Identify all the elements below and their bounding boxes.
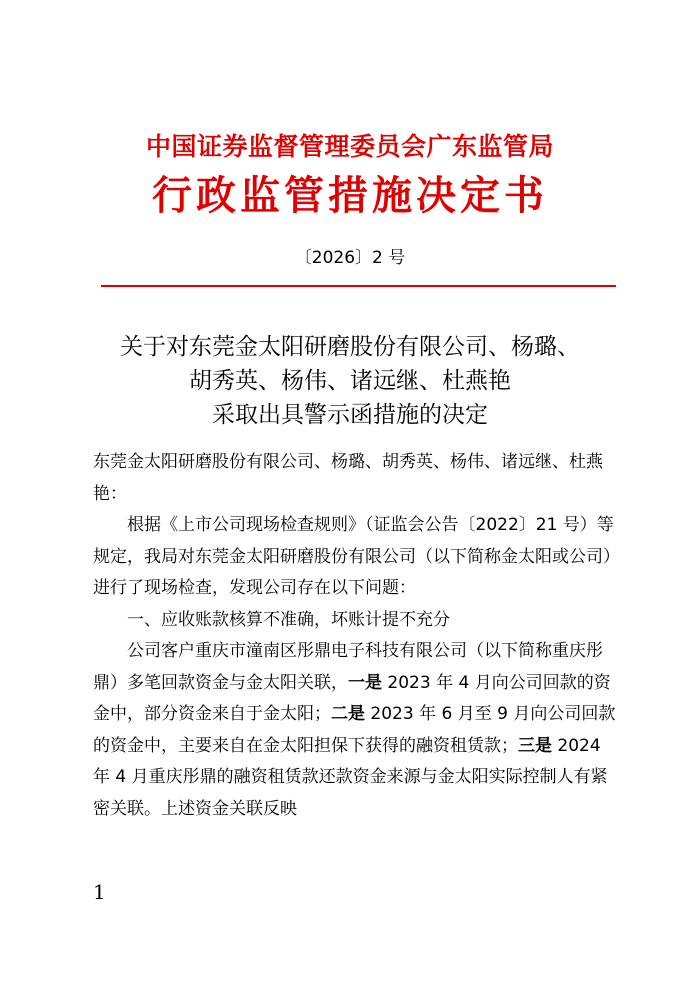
text-run: 2024 年 4 月重庆彤鼎的融资租赁款还款资金来源与金太阳实际控制人有紧密关联。上述资金关联反映 (93, 735, 608, 819)
subject-line: 关于对东莞金太阳研磨股份有限公司、杨璐、 (120, 334, 580, 360)
document-number: 〔2026〕2 号 (294, 248, 406, 268)
section-heading-1: 一、应收账款核算不准确，坏账计提不充分 (127, 609, 450, 630)
paragraph-basis: 根据《上市公司现场检查规则》（证监会公告〔2022〕21 号）等规定，我局对东莞金太阳研磨股份有限公司（以下简称金太阳或公司）进行了现场检查，发现公司存在以下问题： (93, 515, 620, 598)
decision-subject (0, 330, 700, 432)
bold-marker: 二是 (331, 704, 365, 724)
bold-marker: 一是 (348, 672, 382, 693)
paragraph-findings (93, 636, 623, 825)
text-run: 2023 年 6 月至 9 月向公司回款的资金中，主要来自在金太阳担保下获得的融资租赁款； (93, 704, 616, 756)
addressee: 东莞金太阳研磨股份有限公司、杨璐、胡秀英、杨伟、诸远继、杜燕艳： (93, 452, 603, 504)
bold-marker: 三是 (518, 735, 552, 756)
page-number: 1 (93, 880, 106, 904)
document-body (93, 447, 623, 825)
subject-line: 胡秀英、杨伟、诸远继、杜燕艳 (189, 368, 511, 394)
red-divider (101, 285, 616, 287)
text-run: 公司客户重庆市潼南区彤鼎电子科技有限公司（以下简称重庆彤鼎）多笔回款资金与金太阳关联， (93, 641, 603, 693)
issuing-agency: 中国证券监督管理委员会广东监管局 (145, 132, 554, 161)
document-title: 行政监管措施决定书 (152, 173, 548, 219)
subject-line: 采取出具警示函措施的决定 (212, 402, 488, 428)
text-run: 2023 年 4 月向公司回款的资金中，部分资金来自于金太阳； (93, 672, 611, 724)
